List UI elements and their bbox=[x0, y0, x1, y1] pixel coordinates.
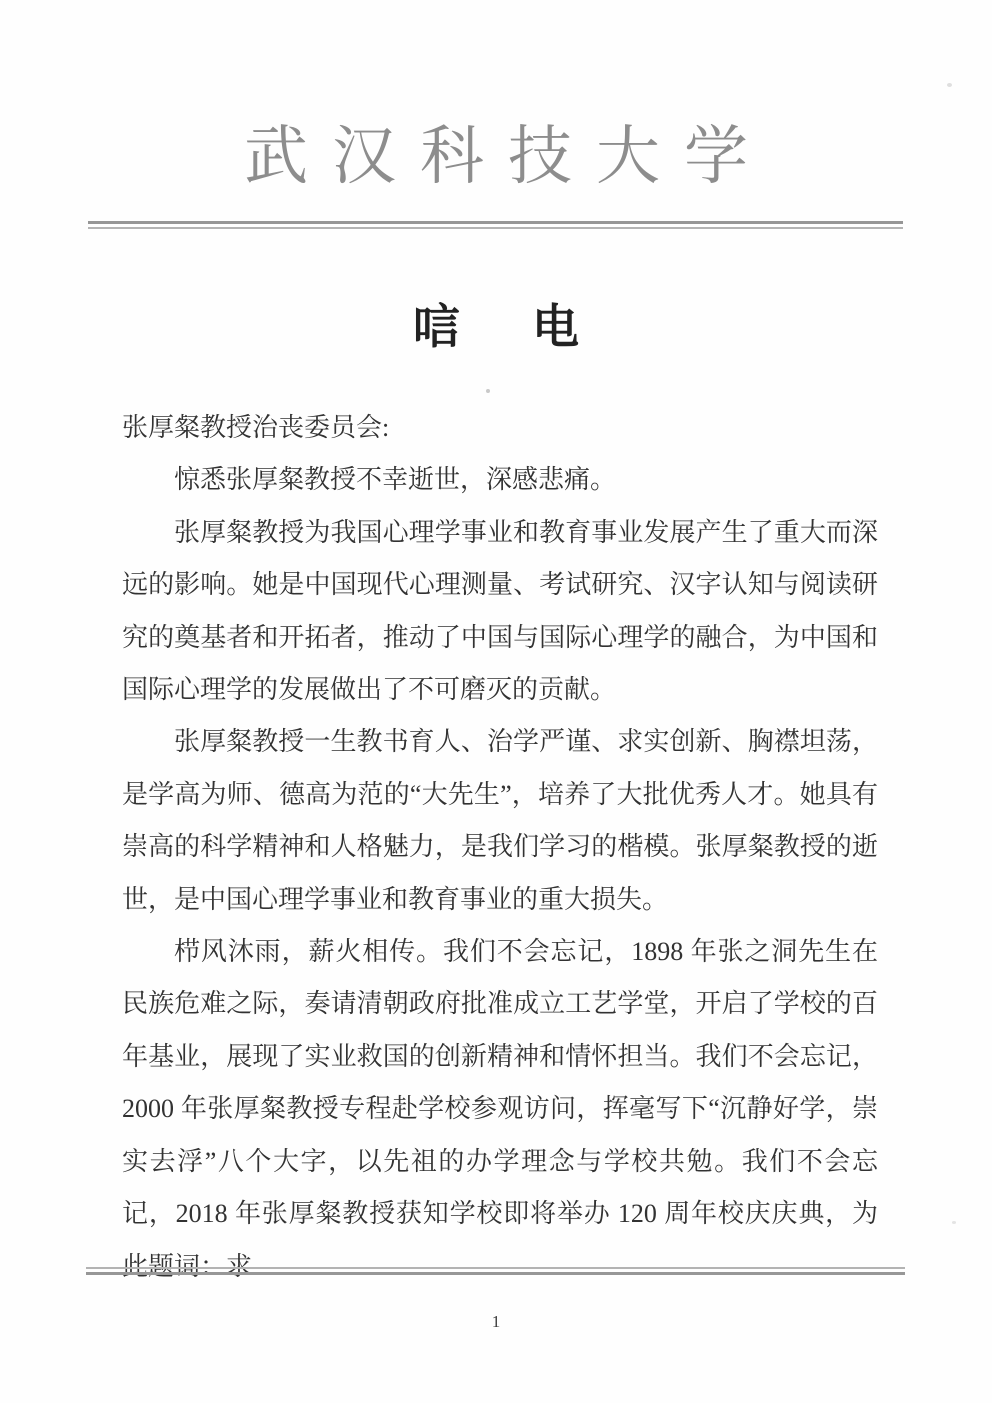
paragraph-3: 张厚粲教授一生教书育人、治学严谨、求实创新、胸襟坦荡，是学高为师、德高为范的“大先生”，培养了大批优秀人才。她具有崇高的科学精神和人格魅力，是我们学习的楷模。张厚粲教授的逝世，是中国心理学事业和教育事业的重大损失。 bbox=[122, 727, 878, 914]
paragraph-2: 张厚粲教授为我国心理学事业和教育事业发展产生了重大而深远的影响。她是中国现代心理测量、考试研究、汉字认知与阅读研究的奠基者和开拓者，推动了中国与国际心理学的融合，为中国和国际心理学的发展做出了不可磨灭的贡献。 bbox=[122, 517, 878, 705]
scan-artifact bbox=[952, 1221, 956, 1224]
title-char-2: 电 bbox=[532, 302, 579, 354]
paragraph-4: 栉风沐雨，薪火相传。我们不会忘记，1898 年张之洞先生在民族危难之际，奏请清朝政府批准成立工艺学堂，开启了学校的百年基业，展现了实业救国的创新精神和情怀担当。我们不会忘记，2000 年张厚粲教授专程赴学校参观访问，挥毫写下“沉静好学，崇实去浮”八个大字，以先祖的办学理念与学校共勉。我们不会忘记，2018 年张厚粲教授获知学校即将举办 120 周年校庆庆典，为此题词：求 bbox=[122, 937, 878, 1281]
page-number: 1 bbox=[491, 1312, 501, 1331]
paragraph-1: 惊悉张厚粲教授不幸逝世，深感悲痛。 bbox=[174, 465, 617, 495]
salutation: 张厚粲教授治丧委员会: bbox=[122, 413, 390, 442]
letterhead-double-rule bbox=[88, 221, 903, 229]
letter-body bbox=[122, 402, 878, 1293]
university-name: 武汉科技大学 bbox=[244, 121, 772, 192]
title-char-1: 唁 bbox=[413, 302, 460, 354]
scan-artifact bbox=[947, 83, 952, 87]
footer-double-rule bbox=[86, 1267, 905, 1275]
document-title bbox=[0, 296, 992, 360]
scan-artifact bbox=[486, 389, 490, 393]
